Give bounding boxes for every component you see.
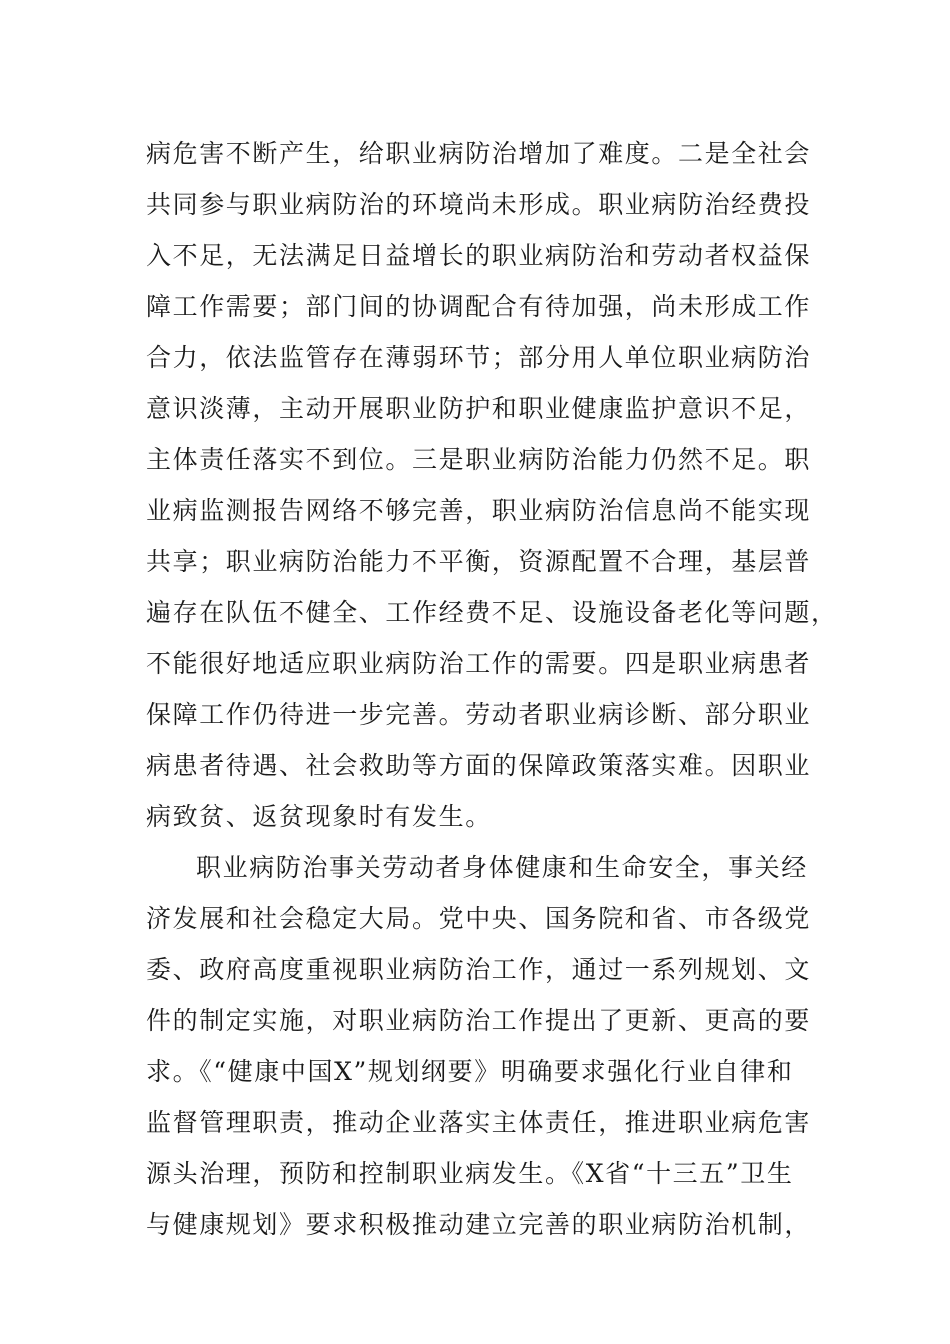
text-line: 监督管理职责，推动企业落实主体责任，推进职业病危害 [146,1108,812,1137]
text-line: 意识淡薄，主动开展职业防护和职业健康监护意识不足， [146,394,812,423]
text-line: 合力，依法监管存在薄弱环节；部分用人单位职业病防治 [146,343,812,372]
text-line: 障工作需要；部门间的协调配合有待加强，尚未形成工作 [146,292,812,321]
text-line: 遍存在队伍不健全、工作经费不足、设施设备老化等问题， [146,598,838,627]
text-line: 济发展和社会稳定大局。党中央、国务院和省、市各级党 [146,904,812,933]
text-line: 不能很好地适应职业病防治工作的需要。四是职业病患者 [146,649,812,678]
text-line: 求。《“健康中国X”规划纲要》明确要求强化行业自律和 [146,1057,794,1086]
text-line: 病致贫、返贫现象时有发生。 [146,802,492,831]
text-line: 病危害不断产生，给职业病防治增加了难度。二是全社会 [146,139,812,168]
text-line: 入不足，无法满足日益增长的职业病防治和劳动者权益保 [146,241,812,270]
text-line: 病患者待遇、社会救助等方面的保障政策落实难。因职业 [146,751,812,780]
text-line: 主体责任落实不到位。三是职业病防治能力仍然不足。职 [146,445,812,474]
text-line: 源头治理，预防和控制职业病发生。《X省“十三五”卫生 [146,1159,794,1188]
paragraph-first-line: 职业病防治事关劳动者身体健康和生命安全，事关经 [196,853,808,882]
text-line: 共同参与职业病防治的环境尚未形成。职业病防治经费投 [146,190,812,219]
text-line: 委、政府高度重视职业病防治工作，通过一系列规划、文 [146,955,812,984]
text-line: 业病监测报告网络不够完善，职业病防治信息尚不能实现 [146,496,812,525]
text-line: 与健康规划》要求积极推动建立完善的职业病防治机制， [146,1210,812,1239]
text-line: 件的制定实施，对职业病防治工作提出了更新、更高的要 [146,1006,812,1035]
text-line: 共享；职业病防治能力不平衡，资源配置不合理，基层普 [146,547,812,576]
text-line: 保障工作仍待进一步完善。劳动者职业病诊断、部分职业 [146,700,812,729]
